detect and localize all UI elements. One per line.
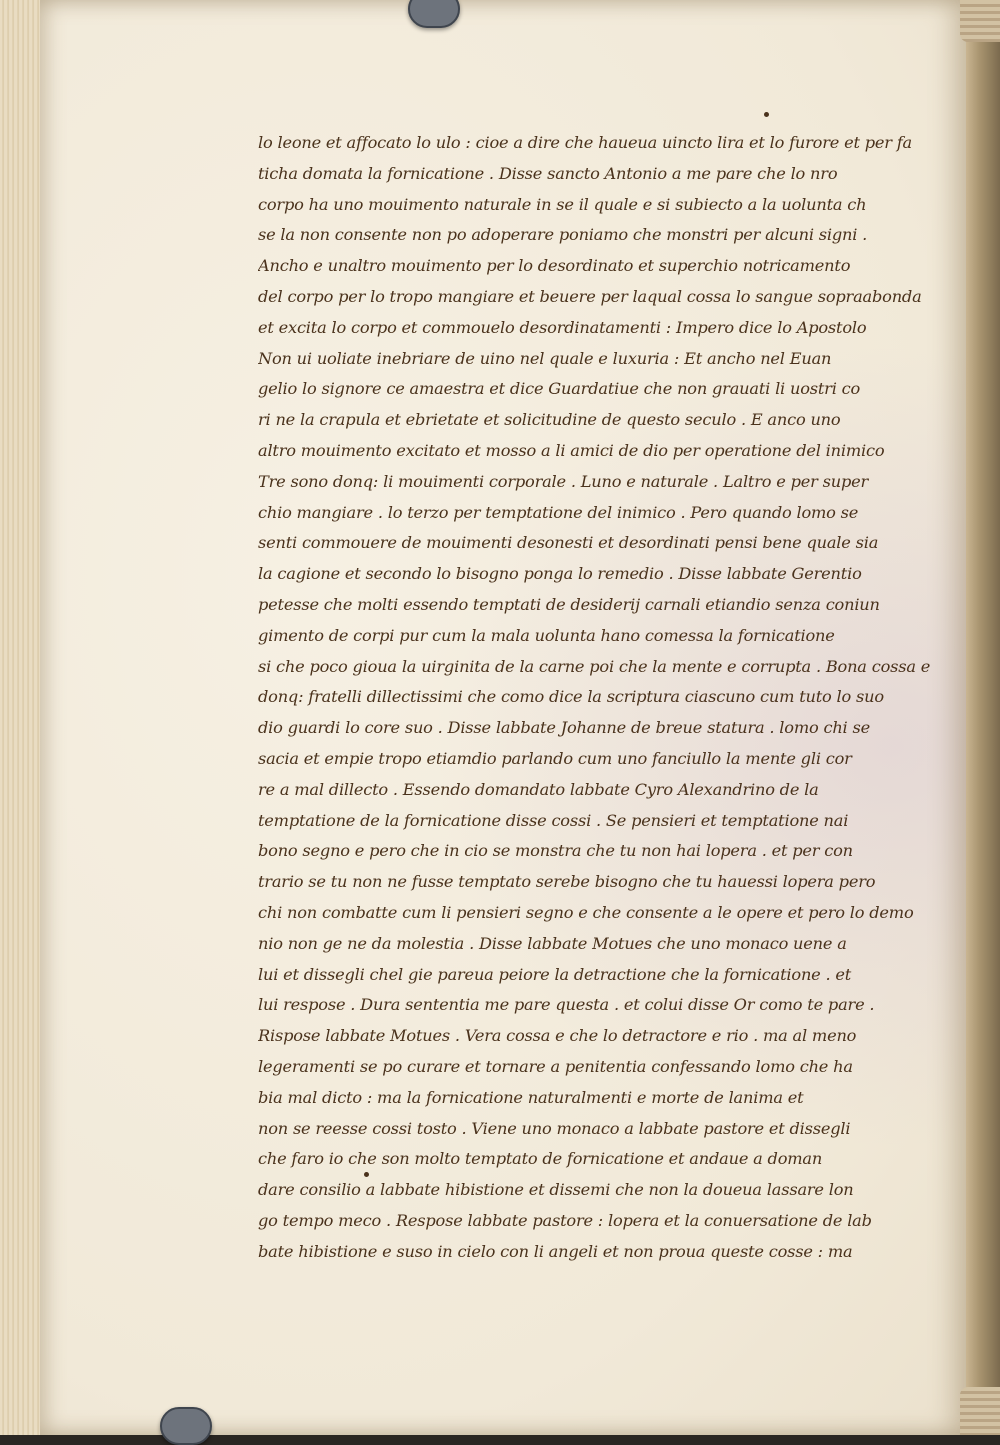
manuscript-line: temptatione de la fornicatione disse cossi . Se pensieri et temptatione nai <box>258 810 849 830</box>
manuscript-line: gimento de corpi pur cum la mala uolunta hano comessa la fornicatione <box>258 625 835 645</box>
manuscript-line: chio mangiare . lo terzo per temptatione del inimico . Pero quando lomo se <box>258 502 859 522</box>
manuscript-line: sacia et empie tropo etiamdio parlando cum uno fanciullo la mente gli cor <box>258 748 852 768</box>
manuscript-line: si che poco gioua la uirginita de la carne poi che la mente e corrupta . Bona cossa e <box>258 656 931 676</box>
manuscript-line: non se reesse cossi tosto . Viene uno monaco a labbate pastore et dissegli <box>258 1118 851 1138</box>
manuscript-line: altro mouimento excitato et mosso a li amici de dio per operatione del inimico <box>258 440 885 460</box>
manuscript-line: lo leone et affocato lo ulo : cioe a dire che haueua uincto lira et lo furore et per fa <box>258 133 912 152</box>
manuscript-line: se la non consente non po adoperare poniamo che monstri per alcuni signi . <box>258 225 868 245</box>
ink-dot <box>764 112 769 117</box>
manuscript-line: nio non ge ne da molestia . Disse labbate Motues che uno monaco uene a <box>258 933 847 953</box>
book-clip-top <box>408 0 460 28</box>
manuscript-line: dare consilio a labbate hibistione et dissemi che non la doueua lassare lon <box>258 1180 854 1200</box>
manuscript-line: re a mal dillecto . Essendo domandato labbate Cyro Alexandrino de la <box>258 779 819 799</box>
manuscript-text-block <box>258 128 936 1267</box>
book-binding-right <box>966 0 1000 1435</box>
manuscript-line: lui respose . Dura sententia me pare questa . et colui disse Or como te pare . <box>258 995 875 1015</box>
manuscript-line: Ancho e unaltro mouimento per lo desordinato et superchio notricamento <box>258 256 851 276</box>
manuscript-line: bono segno e pero che in cio se monstra che tu non hai lopera . et per con <box>258 841 853 861</box>
manuscript-line: Rispose labbate Motues . Vera cossa e che lo detractore e rio . ma al meno <box>258 1026 857 1046</box>
binding-band-bottom <box>960 1387 1000 1435</box>
manuscript-line: legeramenti se po curare et tornare a penitentia confessando lomo che ha <box>258 1056 853 1076</box>
book-page-edges-left <box>0 0 41 1435</box>
manuscript-line: donq: fratelli dillectissimi che como dice la scriptura ciascuno cum tuto lo suo <box>258 687 884 707</box>
binding-band-top <box>960 0 1000 42</box>
manuscript-line: corpo ha uno mouimento naturale in se il quale e si subiecto a la uolunta ch <box>258 194 867 214</box>
manuscript-line: bia mal dicto : ma la fornicatione naturalmenti e morte de lanima et <box>258 1087 804 1107</box>
manuscript-line: trario se tu non ne fusse temptato serebe bisogno che tu hauessi lopera pero <box>258 872 876 892</box>
manuscript-line: del corpo per lo tropo mangiare et beuere per laqual cossa lo sangue sopraabonda <box>258 286 922 306</box>
manuscript-line: che faro io che son molto temptato de fornicatione et andaue a doman <box>258 1149 823 1169</box>
manuscript-line: dio guardi lo core suo . Disse labbate Johanne de breue statura . lomo chi se <box>258 718 870 738</box>
manuscript-line: lui et dissegli chel gie pareua peiore la detractione che la fornicatione . et <box>258 964 852 984</box>
manuscript-line: ri ne la crapula et ebrietate et solicitudine de questo seculo . E anco uno <box>258 410 841 430</box>
manuscript-line: senti commouere de mouimenti desonesti et desordinati pensi bene quale sia <box>258 533 879 553</box>
manuscript-line: go tempo meco . Respose labbate pastore : lopera et la conuersatione de lab <box>258 1210 872 1230</box>
manuscript-line: et excita lo corpo et commouelo desordinatamenti : Impero dice lo Apostolo <box>258 317 867 337</box>
manuscript-line: Non ui uoliate inebriare de uino nel quale e luxuria : Et ancho nel Euan <box>258 348 832 368</box>
manuscript-line: bate hibistione e suso in cielo con li angeli et non proua queste cosse : ma <box>258 1241 853 1261</box>
manuscript-line: la cagione et secondo lo bisogno ponga lo remedio . Disse labbate Gerentio <box>258 564 862 584</box>
manuscript-line: petesse che molti essendo temptati de desiderij carnali etiandio senza coniun <box>258 594 880 614</box>
manuscript-line: chi non combatte cum li pensieri segno e che consente a le opere et pero lo demo <box>258 902 914 922</box>
manuscript-line: ticha domata la fornicatione . Disse sancto Antonio a me pare che lo nro <box>258 163 838 183</box>
manuscript-line: Tre sono donq: li mouimenti corporale . Luno e naturale . Laltro e per super <box>258 471 869 491</box>
book-clip-bottom <box>160 1407 212 1445</box>
manuscript-line: gelio lo signore ce amaestra et dice Guardatiue che non grauati li uostri co <box>258 379 861 399</box>
manuscript-page <box>40 0 966 1435</box>
